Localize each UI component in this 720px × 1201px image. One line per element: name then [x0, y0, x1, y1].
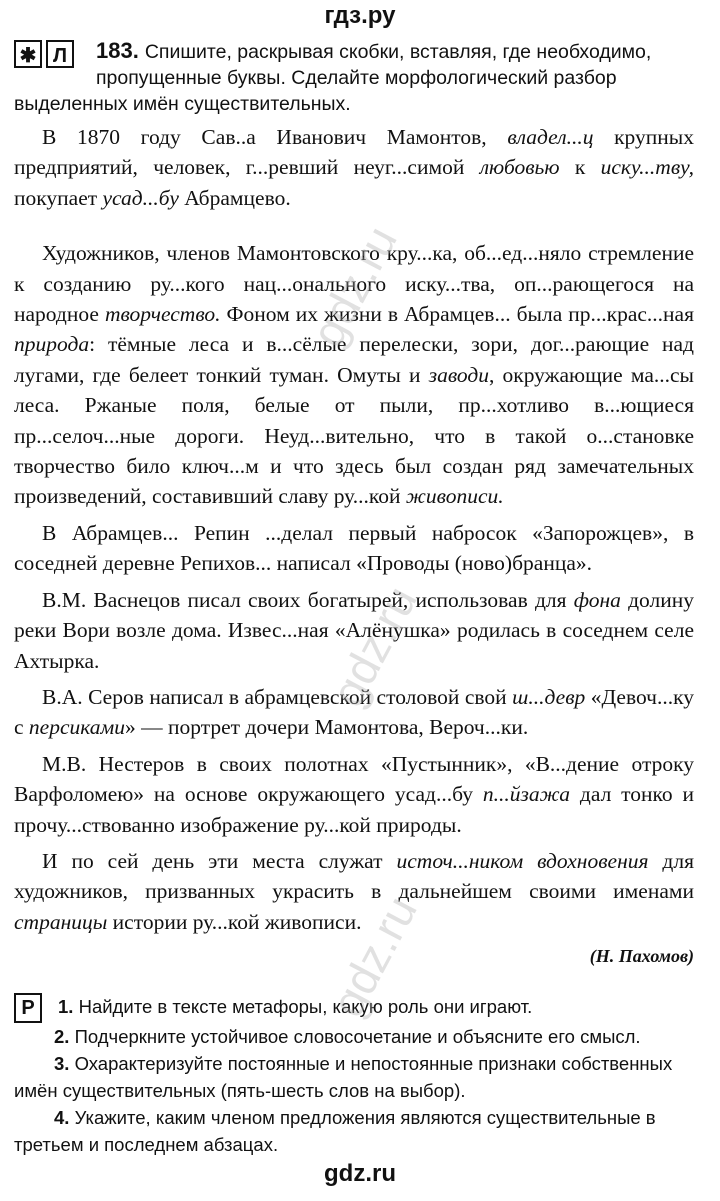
text-run: Художников, членов Мамонтовского кру...ка, об...ед...няло стремление к созданию ру...кого нац...онального иску...тва, оп...рающегося на народное [14, 241, 694, 327]
highlighted-word: фона [573, 587, 621, 612]
watermark: gdz.ru [320, 887, 427, 1025]
text-run: долину реки Вори возле дома. Извес...ная «Алёнушка» родилась в соседнем селе Ахтырка. [14, 587, 694, 673]
text-run: М.В. Нестеров в своих полотнах «Пустынник», «В...дение отроку Варфоломею» на основе окружающего усад...бу [14, 751, 694, 807]
text-run: : тёмные леса и в...сёлые перелески, зори, дог...рающие над лугами, где белеет тонкий туман. Омуты и [14, 332, 694, 387]
question-text: Охарактеризуйте постоянные и непостоянные признаки собственных имён существительных (пять-шесть слов на выбор). [14, 1053, 673, 1101]
text-run: В.А. Серов написал в абрамцевской столовой свой [42, 684, 513, 709]
paragraph-1 [14, 122, 694, 213]
highlighted-word: природа [14, 332, 90, 357]
text-run: крупных предприятий, человек, г...ревший неуг...симой [14, 125, 694, 180]
question-item [14, 1050, 694, 1104]
site-header: гдз.ру [324, 2, 396, 29]
highlighted-word: страницы [14, 909, 108, 934]
task-number: 183. [96, 38, 139, 63]
highlighted-word: персиками [28, 715, 125, 740]
question-number: 2. [54, 1026, 70, 1047]
highlighted-word: творчество. [104, 302, 221, 327]
highlighted-word: заводи [428, 362, 489, 387]
text-run: Фоном их жизни в Абрамцев... была пр...крас...ная [220, 302, 694, 327]
letter-badge: Л [46, 40, 74, 68]
star-icon: ✱ [14, 40, 42, 68]
watermark: gdz.ru [300, 217, 407, 355]
question-number: 4. [54, 1107, 70, 1128]
paragraph-7 [14, 846, 694, 937]
text-run: истории ру...кой живописи. [107, 909, 362, 934]
text-run: И по сей день эти места служат [42, 848, 397, 873]
highlighted-word: живописи. [405, 484, 504, 509]
highlighted-word: иску...тву, [600, 155, 694, 180]
question-item [14, 1023, 694, 1050]
question-number: 1. [58, 996, 74, 1017]
highlighted-word: любовью [479, 155, 560, 180]
text-run: , окружающие ма...сы леса. Ржаные поля, белые от пыли, пр...хотливо в...ющиеся пр...селоч...ные дороги. Неуд...вительно, что в такой о...становке творчество било ключ...м и что здесь был создан ряд замечательных произведений, составивший славу ру...кой [14, 362, 694, 509]
task-badges [14, 40, 78, 68]
text-run: дал тонко и прочу...ствованно изображение ру...кой природы. [14, 782, 694, 837]
highlighted-word: владел...ц [507, 125, 594, 149]
paragraph-6 [14, 749, 694, 840]
text-run: » — портрет дочери Мамонтова, Вероч...ки. [125, 715, 529, 740]
questions-badge: Р [14, 993, 42, 1023]
site-footer: gdz.ru [324, 1160, 396, 1187]
question-text: Подчеркните устойчивое словосочетание и объясните его смысл. [69, 1026, 641, 1047]
question-text: Укажите, каким членом предложения являются существительные в третьем и последнем абзацах. [14, 1107, 656, 1155]
text-run: покупает [14, 185, 103, 210]
watermark: gdz.ru [320, 577, 427, 715]
text-run: В.М. Васнецов писал своих богатырей, использовав для [42, 587, 574, 612]
highlighted-word: усад...бу [102, 185, 179, 210]
highlighted-word: источ...ником вдохновения [396, 848, 649, 873]
text-run: В 1870 году Сав..а Иванович Мамонтов, [42, 125, 508, 149]
task-header [14, 38, 694, 117]
paragraph-3: В Абрамцев... Репин ...делал первый набросок «Запорожцев», в соседней деревне Репихов... написал «Проводы (ново)бранца». [14, 520, 694, 576]
author-credit: (Н. Пахомов) [589, 946, 694, 967]
text-run: Абрамцево. [178, 185, 291, 210]
highlighted-word: ш...девр [512, 684, 586, 709]
question-item [14, 1104, 694, 1158]
question-text: Найдите в тексте метафоры, какую роль они играют. [73, 996, 533, 1017]
task-instruction: Спишите, раскрывая скобки, вставляя, где необходимо, пропущенные буквы. Сделайте морфологический разбор выделенных имён существительных. [14, 41, 652, 115]
text-run: «Девоч...ку с [14, 684, 694, 740]
question-number: 3. [54, 1053, 70, 1074]
text-run: для художников, призванных украсить в дальнейшем своими именами [14, 848, 694, 904]
highlighted-word: п...йзажа [482, 782, 571, 807]
text-run: к [559, 155, 601, 180]
